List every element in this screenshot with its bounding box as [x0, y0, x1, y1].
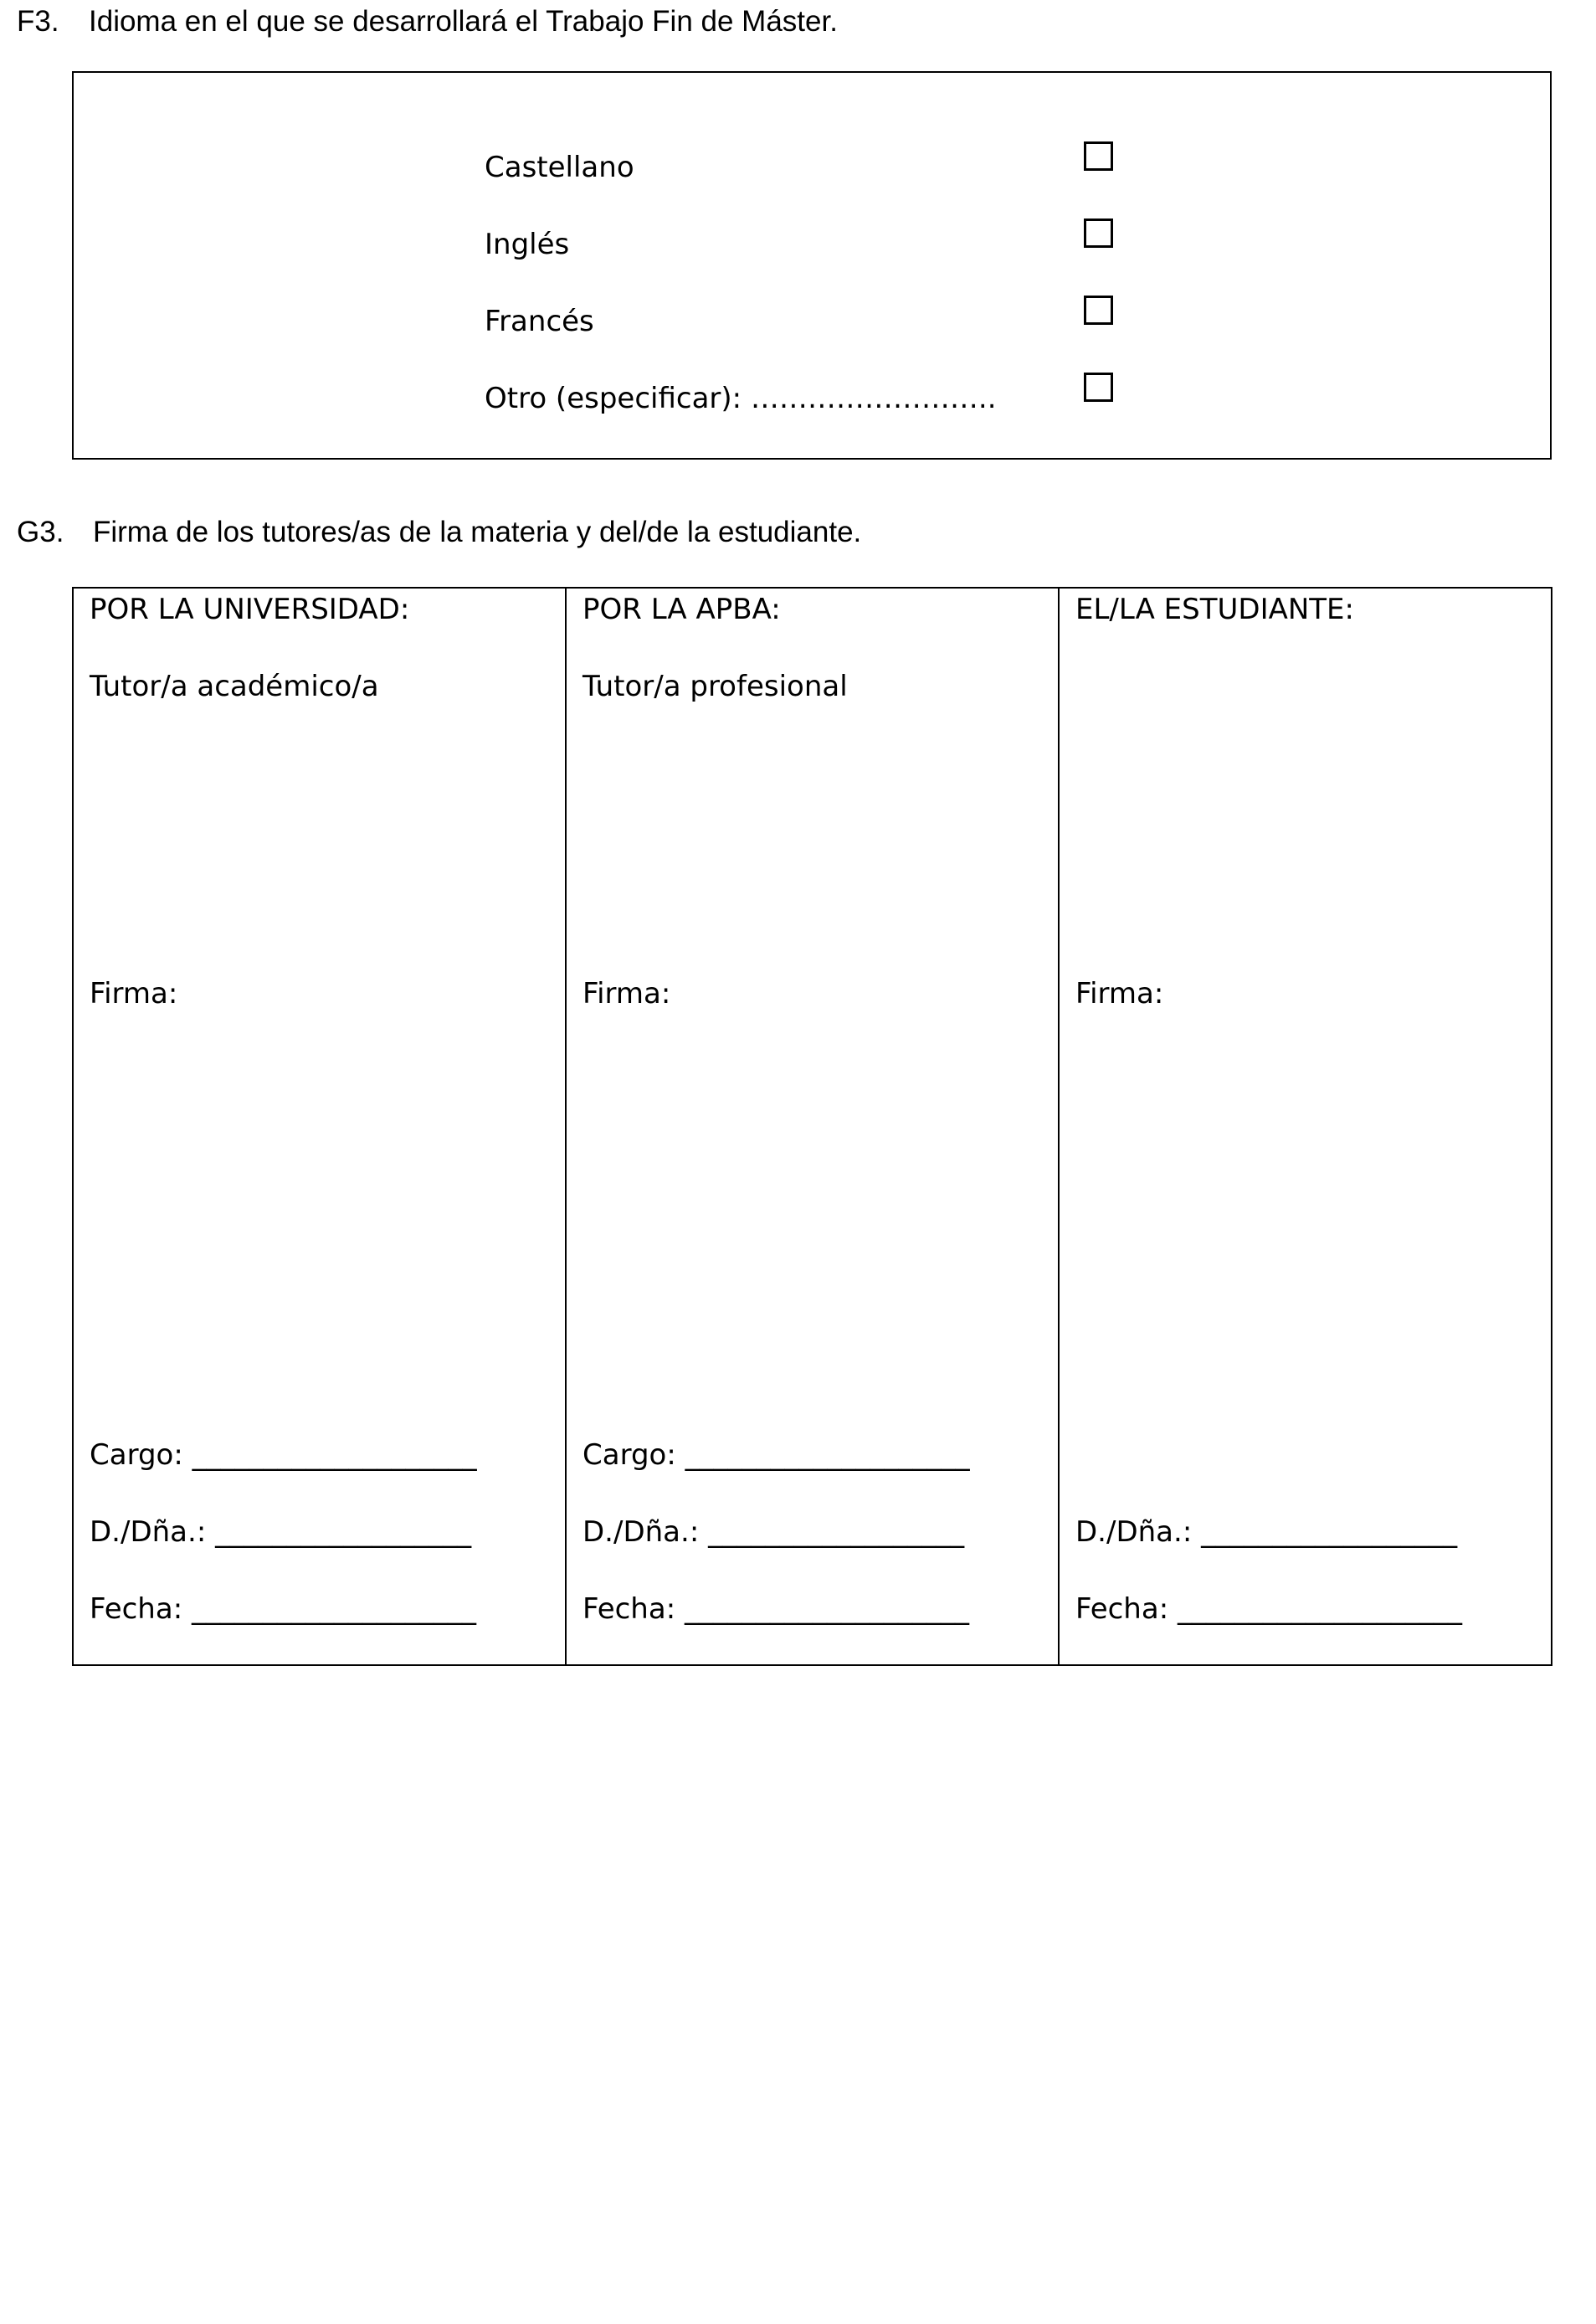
signature-table: [72, 587, 1552, 1666]
cargo-field[interactable]: Cargo: ____________________: [582, 1438, 970, 1472]
signature-field[interactable]: Firma:: [90, 977, 178, 1010]
name-field[interactable]: D./Dña.: __________________: [90, 1515, 472, 1549]
signature-field[interactable]: Firma:: [1075, 977, 1164, 1010]
signature-field[interactable]: Firma:: [582, 977, 671, 1010]
column-header: EL/LA ESTUDIANTE:: [1075, 593, 1354, 626]
language-option-ingles[interactable]: [74, 230, 1550, 280]
section-g3-heading: [17, 517, 861, 547]
language-label: Otro (especificar): ……………………..: [485, 382, 997, 415]
signature-column-estudiante: [1058, 589, 1551, 1664]
signature-column-apba: [565, 589, 1058, 1664]
language-label: Francés: [485, 305, 594, 338]
checkbox-castellano[interactable]: [1084, 141, 1113, 171]
column-header: POR LA APBA:: [582, 593, 781, 626]
signature-column-universidad: [74, 589, 567, 1664]
section-f3-heading: [17, 7, 838, 36]
date-field[interactable]: Fecha: ____________________: [582, 1592, 969, 1626]
column-subheader: Tutor/a profesional: [582, 670, 848, 703]
language-options-box: [72, 71, 1552, 460]
date-field[interactable]: Fecha: ____________________: [1075, 1592, 1462, 1626]
column-header: POR LA UNIVERSIDAD:: [90, 593, 410, 626]
name-field[interactable]: D./Dña.: __________________: [1075, 1515, 1458, 1549]
checkbox-frances[interactable]: [1084, 296, 1113, 325]
language-label: Castellano: [485, 151, 634, 184]
language-option-frances[interactable]: [74, 307, 1550, 357]
language-option-otro[interactable]: [74, 384, 1550, 434]
section-f3-title: Idioma en el que se desarrollará el Trabajo Fin de Máster.: [89, 5, 838, 38]
language-label: Inglés: [485, 228, 570, 261]
name-field[interactable]: D./Dña.: __________________: [582, 1515, 965, 1549]
checkbox-otro[interactable]: [1084, 373, 1113, 402]
column-subheader: Tutor/a académico/a: [90, 670, 379, 703]
date-field[interactable]: Fecha: ____________________: [90, 1592, 476, 1626]
section-f3-number: F3.: [17, 5, 59, 38]
checkbox-ingles[interactable]: [1084, 219, 1113, 248]
section-g3-title: Firma de los tutores/as de la materia y del/de la estudiante.: [93, 516, 862, 548]
language-option-castellano[interactable]: [74, 153, 1550, 203]
cargo-field[interactable]: Cargo: ____________________: [90, 1438, 477, 1472]
section-g3-number: G3.: [17, 516, 64, 548]
